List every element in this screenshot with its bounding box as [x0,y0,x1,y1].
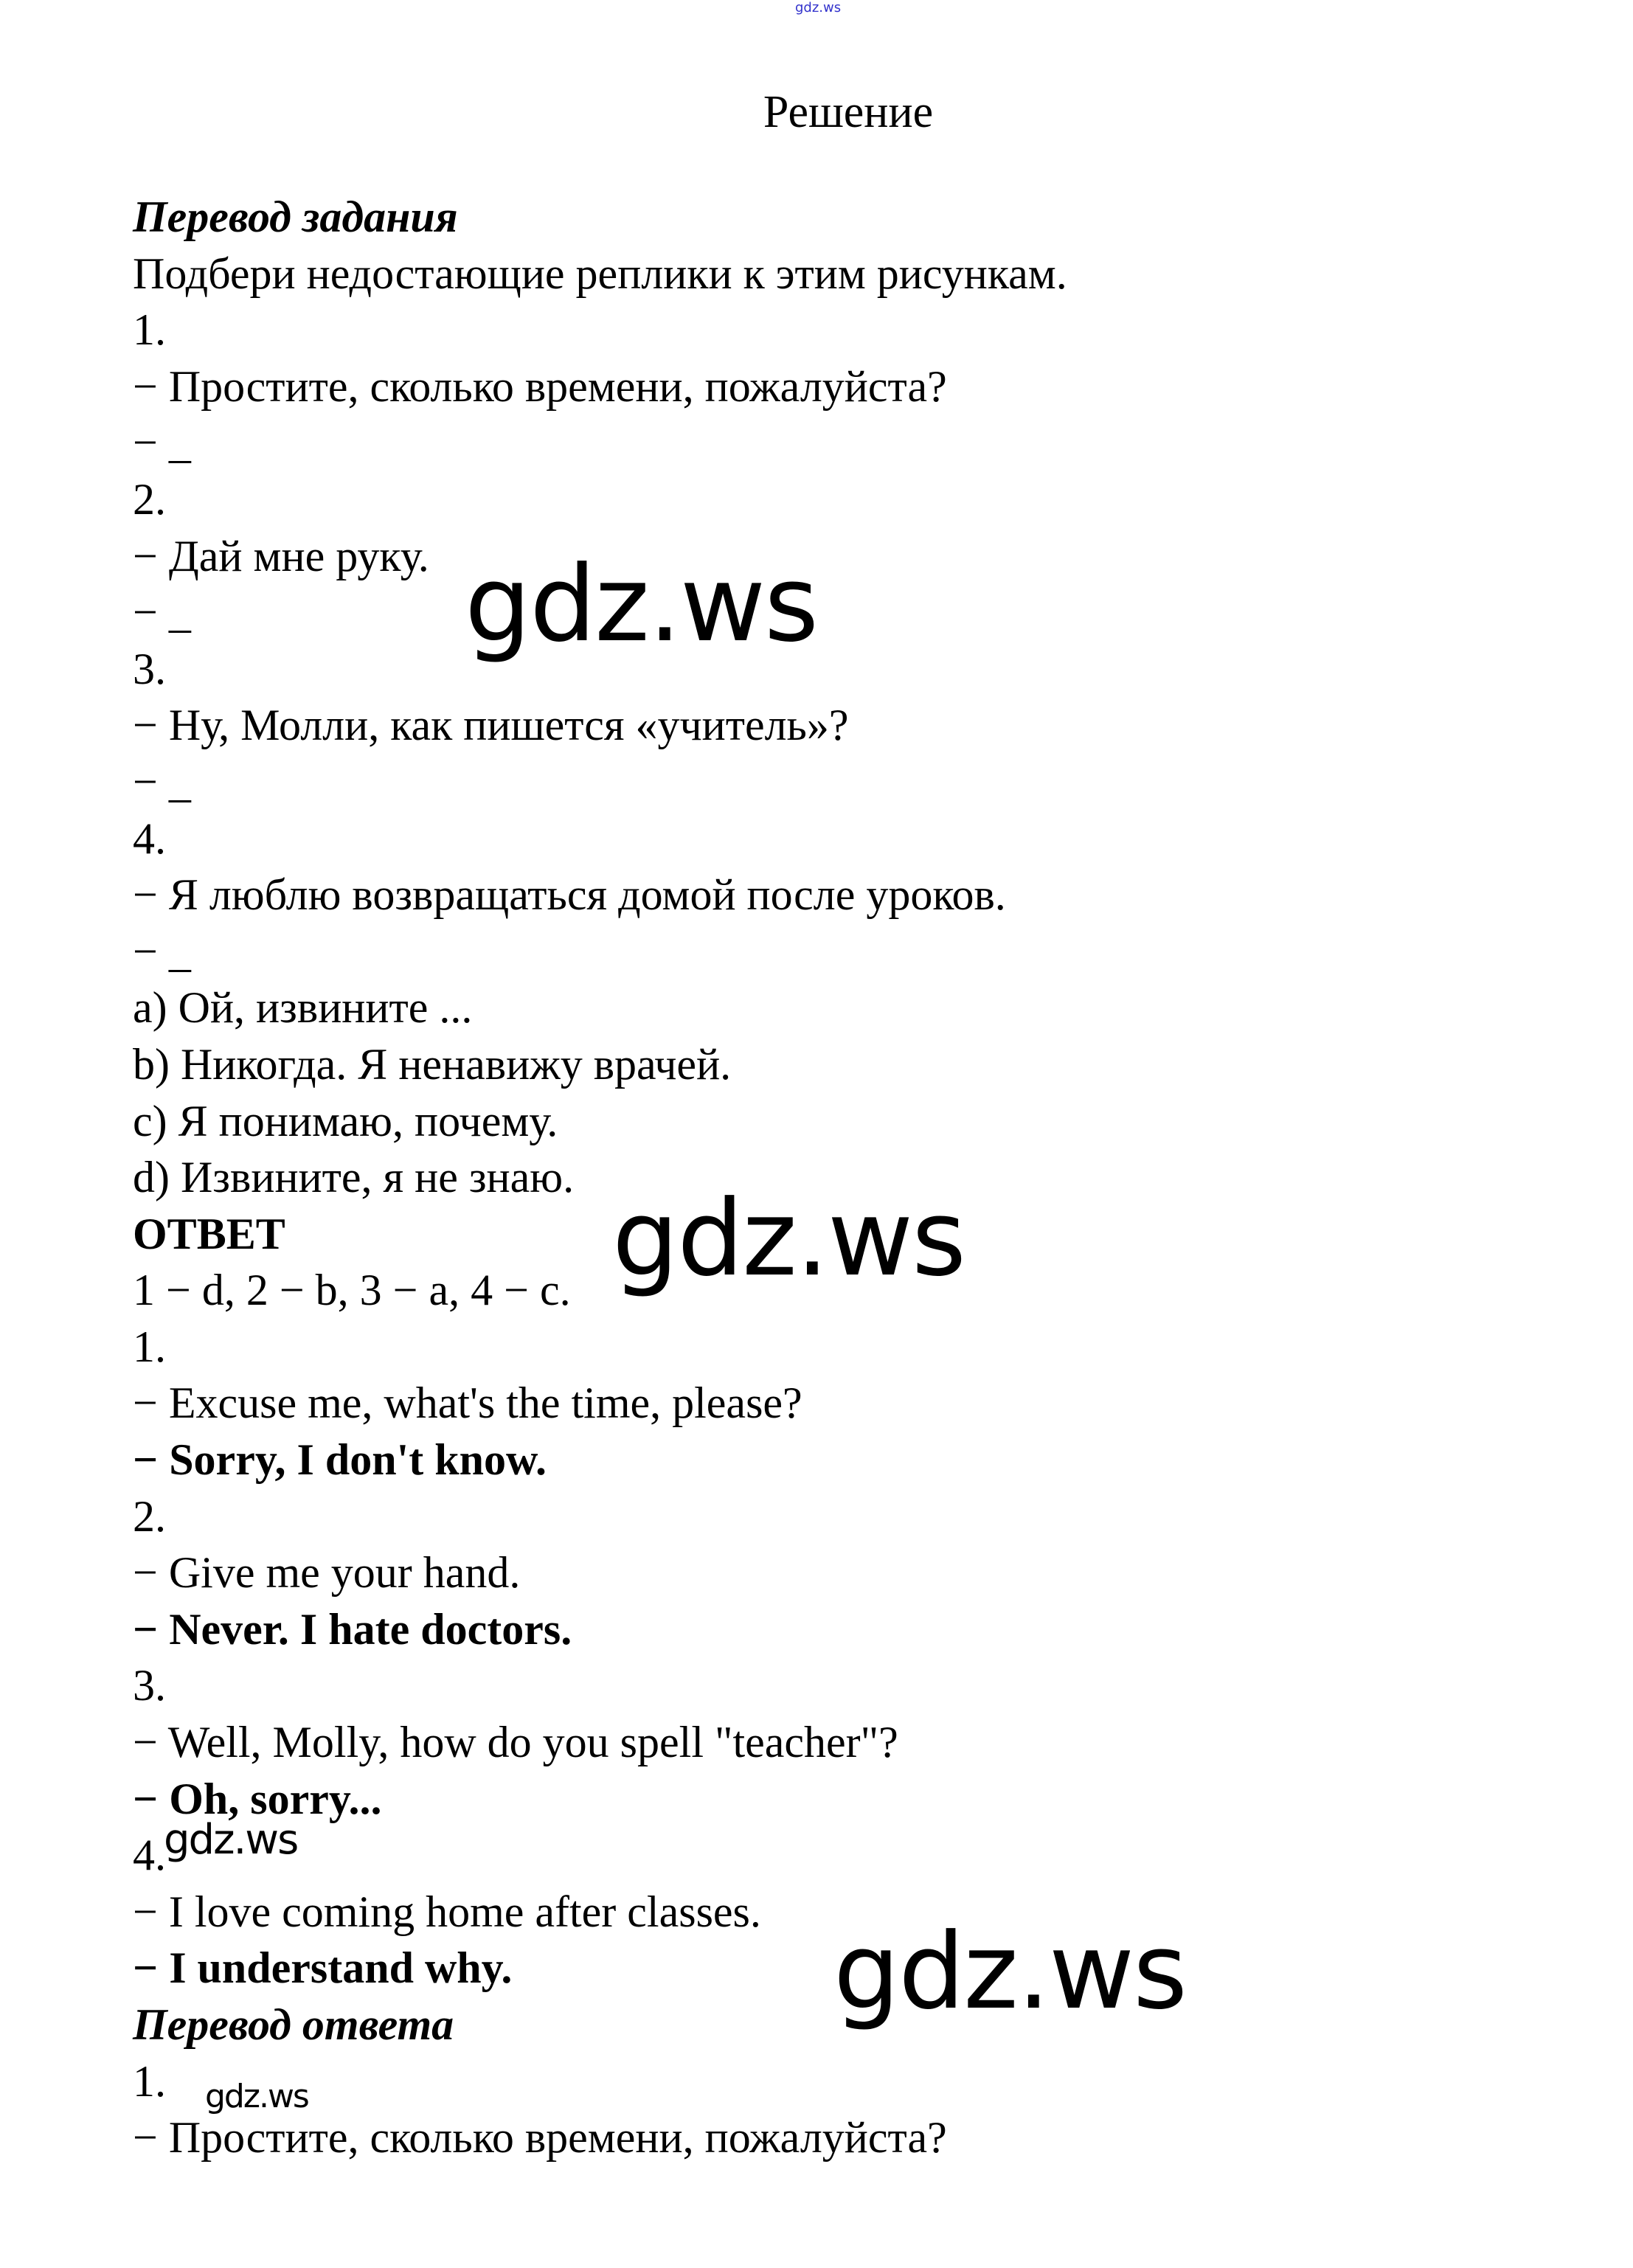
text-line: − Give me your hand. [133,1548,521,1598]
text-line: 1. [133,2056,166,2106]
text-line: − Never. I hate doctors. [133,1604,572,1654]
text-line: 4. [133,1831,166,1880]
text-line: Подбери недостающие реплики к этим рисункам. [133,249,1067,298]
text-line: − Ну, Молли, как пишется «учитель»? [133,701,849,750]
watermark: gdz.ws [465,544,818,665]
text-line: − I understand why. [133,1943,513,1993]
text-line: − _ [133,926,191,976]
watermark: gdz.ws [164,1816,298,1864]
text-line: − Дай мне руку. [133,531,429,580]
text-line: 3. [133,644,166,693]
text-line: c) Я понимаю, почему. [133,1096,558,1145]
text-line: − Excuse me, what's the time, please? [133,1379,802,1428]
text-line: − Sorry, I don't know. [133,1435,547,1485]
text-line: Перевод задания [133,193,458,241]
text-line: 2. [133,1491,166,1541]
page-title: Решение [763,87,934,137]
text-line: 2. [133,474,166,524]
watermark: gdz.ws [833,1911,1187,2033]
text-line: b) Никогда. Я ненавижу врачей. [133,1039,732,1089]
watermark: gdz.ws [612,1178,965,1300]
text-line: − _ [133,757,191,806]
text-line: − I love coming home after classes. [133,1887,761,1936]
text-line: a) Ой, извините ... [133,983,473,1033]
text-line: ОТВЕТ [133,1209,285,1258]
watermark: gdz.ws [205,2078,308,2115]
text-line: d) Извините, я не знаю. [133,1153,575,1202]
watermark-top: gdz.ws [795,0,842,15]
text-line: − _ [133,588,191,637]
text-line: − Простите, сколько времени, пожалуйста? [133,2113,947,2163]
text-line: − Я люблю возвращаться домой после уроков. [133,870,1006,920]
text-line: − Oh, sorry... [133,1774,382,1823]
text-line: 1 − d, 2 − b, 3 − a, 4 − c. [133,1266,571,1315]
text-line: 4. [133,814,166,863]
text-line: 1. [133,305,166,355]
text-line: Перевод ответа [133,2000,454,2049]
text-line: − _ [133,418,191,468]
text-line: − Well, Molly, how do you spell "teacher"? [133,1718,898,1767]
text-line: 1. [133,1322,166,1371]
text-line: 3. [133,1661,166,1710]
text-line: − Простите, сколько времени, пожалуйста? [133,361,947,411]
